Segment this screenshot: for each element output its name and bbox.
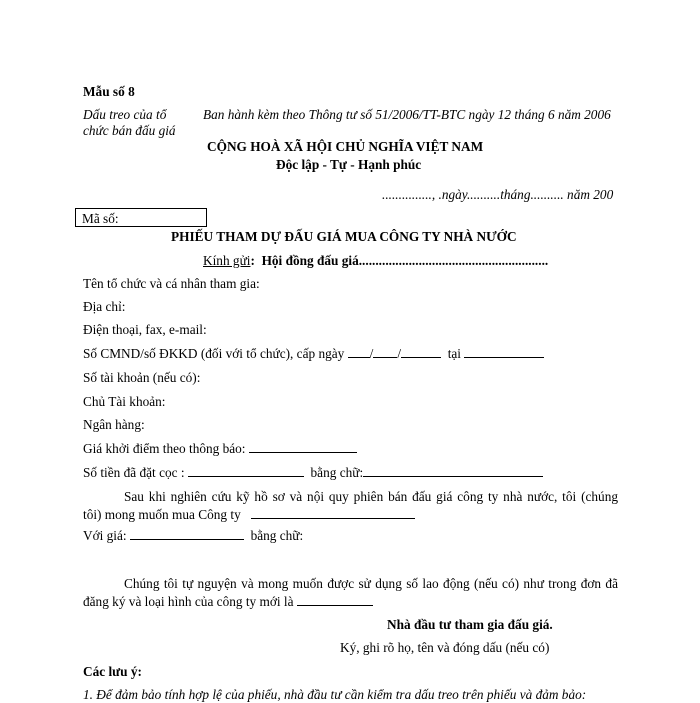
- code-label: Mã số:: [82, 211, 119, 226]
- contact-field-label: Điện thoại, fax, e-mail:: [83, 322, 207, 337]
- account-number-label: Số tài khoản (nếu có):: [83, 370, 201, 385]
- participant-field-label: Tên tổ chức và cá nhân tham gia:: [83, 276, 260, 291]
- stamp-note-line2: chức bán đấu giá: [83, 123, 176, 138]
- paragraph-1-line-2-row: [83, 507, 415, 523]
- notes-heading: Các lưu ý:: [83, 664, 142, 679]
- signer-title: Nhà đầu tư tham gia đấu giá.: [387, 617, 553, 632]
- recipient-line: [203, 253, 548, 269]
- company-type-blank[interactable]: [297, 594, 373, 606]
- form-title: PHIẾU THAM DỰ ĐẤU GIÁ MUA CÔNG TY NHÀ NƯỚC: [171, 229, 517, 244]
- price-blank[interactable]: [130, 528, 244, 540]
- address-field-label: Địa chỉ:: [83, 299, 126, 314]
- id-date-slash-2: /: [397, 346, 402, 361]
- deposit-label: Số tiền đã đặt cọc :: [83, 465, 185, 480]
- deposit-in-words-label: bằng chữ:: [310, 465, 364, 480]
- recipient-label: Kính gửi: [203, 253, 251, 268]
- paragraph-1-line-2: tôi) mong muốn mua Công ty: [83, 507, 241, 522]
- paragraph-2-line-2: đăng ký và loại hình của công ty mới là: [83, 594, 294, 609]
- price-label: Với giá:: [83, 528, 127, 543]
- paragraph-2-line-1: Chúng tôi tự nguyện và mong muốn được sử dụng số lao động (nếu có) như trong đơn đã: [124, 576, 618, 591]
- company-blank[interactable]: [251, 507, 415, 519]
- paragraph-1-line-1: Sau khi nghiên cứu kỹ hồ sơ và nội quy phiên bán đấu giá công ty nhà nước, tôi (chúng: [124, 489, 618, 504]
- price-row: [83, 528, 303, 544]
- recipient-colon: :: [250, 253, 255, 268]
- nation-heading: CỘNG HOÀ XÃ HỘI CHỦ NGHĨA VIỆT NAM: [207, 139, 484, 154]
- account-owner-label: Chủ Tài khoản:: [83, 394, 166, 409]
- motto: Độc lập - Tự - Hạnh phúc: [276, 157, 422, 172]
- price-in-words-label: bằng chữ:: [250, 528, 304, 543]
- paragraph-2-line-2-row: [83, 594, 373, 610]
- id-year-blank[interactable]: [401, 346, 441, 358]
- starting-price-label: Giá khởi điểm theo thông báo:: [83, 441, 246, 456]
- starting-price-blank[interactable]: [249, 441, 357, 453]
- note-1: 1. Để đảm bảo tính hợp lệ của phiếu, nhà đầu tư cần kiểm tra dấu treo trên phiếu và đảm bảo:: [83, 687, 587, 702]
- deposit-blank[interactable]: [188, 465, 304, 477]
- signer-note: Ký, ghi rõ họ, tên và đóng dấu (nếu có): [340, 640, 550, 655]
- issued-with-note: Ban hành kèm theo Thông tư số 51/2006/TT-BTC ngày 12 tháng 6 năm 2006: [203, 107, 611, 122]
- id-field-label: Số CMND/số ĐKKD (đối với tổ chức), cấp ngày: [83, 346, 345, 361]
- bank-label: Ngân hàng:: [83, 417, 145, 432]
- form-number: Mẫu số 8: [83, 84, 135, 99]
- id-date-slash-1: /: [369, 346, 374, 361]
- date-line: ..............., .ngày..........tháng.......... năm 200: [382, 187, 614, 202]
- id-field-row: [83, 346, 544, 362]
- deposit-row: [83, 465, 543, 481]
- stamp-note-line1: Dấu treo của tổ: [83, 107, 167, 122]
- id-place-blank[interactable]: [464, 346, 544, 358]
- id-month-blank[interactable]: [373, 346, 397, 358]
- id-place-label: tại: [447, 346, 461, 361]
- id-day-blank[interactable]: [348, 346, 370, 358]
- deposit-in-words-blank[interactable]: [363, 465, 543, 477]
- recipient-value: Hội đồng đấu giá.........................................................: [261, 253, 549, 268]
- starting-price-row: [83, 441, 357, 457]
